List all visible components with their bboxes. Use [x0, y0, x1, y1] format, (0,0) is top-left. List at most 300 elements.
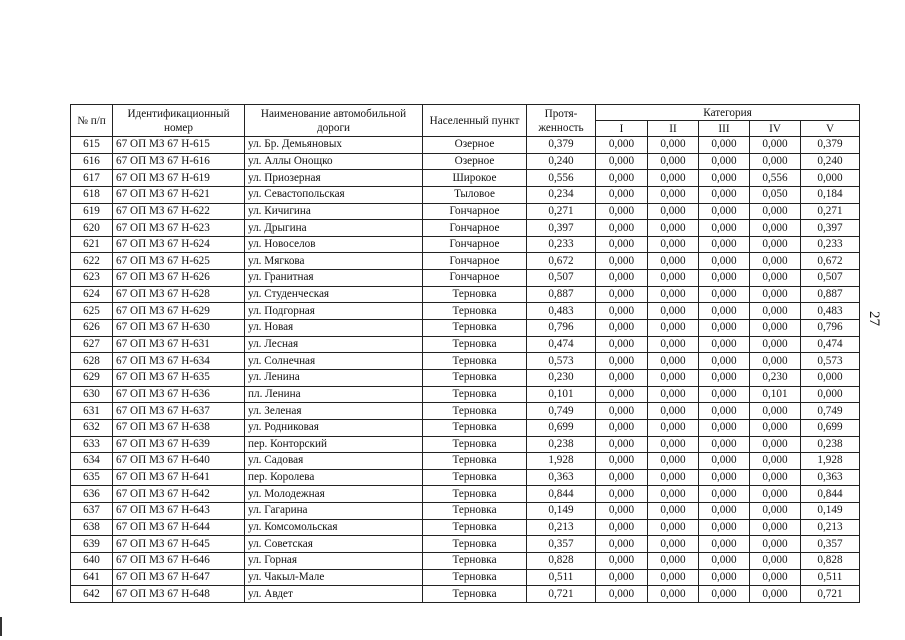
table-row — [71, 170, 860, 187]
table-row — [71, 469, 860, 486]
row-settlement: Гончарное — [423, 270, 527, 287]
row-road-name: ул. Новоселов — [245, 236, 423, 253]
row-cat-4: 0,556 — [750, 170, 801, 187]
header-road-name: Наименование автомобильной дороги — [245, 105, 423, 137]
row-settlement: Терновка — [423, 453, 527, 470]
row-cat-5: 0,357 — [801, 536, 860, 553]
row-number: 629 — [71, 369, 113, 386]
row-cat-4: 0,000 — [750, 270, 801, 287]
row-cat-2: 0,000 — [648, 336, 699, 353]
row-number: 634 — [71, 453, 113, 470]
table-row — [71, 453, 860, 470]
scan-edge-mark — [0, 617, 2, 636]
row-cat-2: 0,000 — [648, 519, 699, 536]
row-cat-3: 0,000 — [699, 353, 750, 370]
page-number: 27 — [866, 311, 882, 326]
row-cat-1: 0,000 — [596, 503, 648, 520]
row-length: 0,796 — [527, 320, 596, 337]
row-cat-2: 0,000 — [648, 153, 699, 170]
row-cat-3: 0,000 — [699, 137, 750, 154]
row-settlement: Терновка — [423, 286, 527, 303]
row-cat-4: 0,000 — [750, 453, 801, 470]
row-cat-1: 0,000 — [596, 336, 648, 353]
row-cat-1: 0,000 — [596, 286, 648, 303]
row-length: 0,844 — [527, 486, 596, 503]
row-id: 67 ОП МЗ 67 Н-641 — [113, 469, 245, 486]
row-length: 0,271 — [527, 203, 596, 220]
row-cat-4: 0,000 — [750, 353, 801, 370]
row-length: 0,556 — [527, 170, 596, 187]
row-length: 0,887 — [527, 286, 596, 303]
row-road-name: ул. Молодежная — [245, 486, 423, 503]
row-id: 67 ОП МЗ 67 Н-619 — [113, 170, 245, 187]
row-number: 633 — [71, 436, 113, 453]
row-cat-5: 1,928 — [801, 453, 860, 470]
row-cat-3: 0,000 — [699, 236, 750, 253]
row-cat-4: 0,000 — [750, 236, 801, 253]
row-road-name: ул. Садовая — [245, 453, 423, 470]
row-cat-3: 0,000 — [699, 569, 750, 586]
row-cat-5: 0,844 — [801, 486, 860, 503]
row-cat-2: 0,000 — [648, 353, 699, 370]
row-cat-4: 0,000 — [750, 569, 801, 586]
table-row — [71, 353, 860, 370]
row-cat-1: 0,000 — [596, 303, 648, 320]
header-num: № п/п — [71, 105, 113, 137]
table-row — [71, 553, 860, 570]
row-length: 0,828 — [527, 553, 596, 570]
header-category: Категория — [596, 105, 860, 121]
row-cat-3: 0,000 — [699, 153, 750, 170]
row-cat-1: 0,000 — [596, 137, 648, 154]
row-cat-3: 0,000 — [699, 186, 750, 203]
row-number: 622 — [71, 253, 113, 270]
table-row — [71, 303, 860, 320]
row-road-name: ул. Студенческая — [245, 286, 423, 303]
row-cat-3: 0,000 — [699, 320, 750, 337]
row-id: 67 ОП МЗ 67 Н-647 — [113, 569, 245, 586]
row-id: 67 ОП МЗ 67 Н-634 — [113, 353, 245, 370]
row-cat-2: 0,000 — [648, 553, 699, 570]
row-cat-4: 0,000 — [750, 553, 801, 570]
row-cat-2: 0,000 — [648, 369, 699, 386]
table-row — [71, 569, 860, 586]
row-cat-4: 0,000 — [750, 286, 801, 303]
row-road-name: ул. Бр. Демьяновых — [245, 137, 423, 154]
row-length: 0,397 — [527, 220, 596, 237]
row-cat-5: 0,000 — [801, 386, 860, 403]
row-length: 0,749 — [527, 403, 596, 420]
row-cat-1: 0,000 — [596, 253, 648, 270]
row-cat-1: 0,000 — [596, 369, 648, 386]
row-cat-4: 0,000 — [750, 419, 801, 436]
row-settlement: Терновка — [423, 419, 527, 436]
row-cat-3: 0,000 — [699, 403, 750, 420]
row-number: 631 — [71, 403, 113, 420]
table-row — [71, 486, 860, 503]
row-cat-4: 0,000 — [750, 203, 801, 220]
table-row — [71, 369, 860, 386]
row-settlement: Широкое — [423, 170, 527, 187]
row-cat-5: 0,887 — [801, 286, 860, 303]
row-number: 626 — [71, 320, 113, 337]
row-length: 0,672 — [527, 253, 596, 270]
row-cat-2: 0,000 — [648, 469, 699, 486]
row-number: 640 — [71, 553, 113, 570]
row-number: 627 — [71, 336, 113, 353]
row-length: 0,483 — [527, 303, 596, 320]
table-row — [71, 386, 860, 403]
table-row — [71, 137, 860, 154]
row-number: 624 — [71, 286, 113, 303]
row-cat-2: 0,000 — [648, 203, 699, 220]
row-number: 625 — [71, 303, 113, 320]
row-length: 1,928 — [527, 453, 596, 470]
header-cat-1: I — [596, 121, 648, 137]
row-road-name: ул. Кичигина — [245, 203, 423, 220]
row-settlement: Терновка — [423, 586, 527, 603]
header-settlement: Населенный пункт — [423, 105, 527, 137]
row-number: 642 — [71, 586, 113, 603]
table-row — [71, 220, 860, 237]
row-cat-1: 0,000 — [596, 419, 648, 436]
row-id: 67 ОП МЗ 67 Н-628 — [113, 286, 245, 303]
row-cat-4: 0,230 — [750, 369, 801, 386]
row-length: 0,230 — [527, 369, 596, 386]
row-id: 67 ОП МЗ 67 Н-625 — [113, 253, 245, 270]
row-cat-1: 0,000 — [596, 586, 648, 603]
row-road-name: ул. Севастопольская — [245, 186, 423, 203]
row-id: 67 ОП МЗ 67 Н-616 — [113, 153, 245, 170]
row-cat-5: 0,474 — [801, 336, 860, 353]
row-cat-3: 0,000 — [699, 536, 750, 553]
row-road-name: ул. Советская — [245, 536, 423, 553]
row-id: 67 ОП МЗ 67 Н-630 — [113, 320, 245, 337]
row-cat-3: 0,000 — [699, 453, 750, 470]
row-number: 616 — [71, 153, 113, 170]
row-id: 67 ОП МЗ 67 Н-624 — [113, 236, 245, 253]
table-row — [71, 203, 860, 220]
row-number: 630 — [71, 386, 113, 403]
row-number: 617 — [71, 170, 113, 187]
row-cat-1: 0,000 — [596, 536, 648, 553]
row-cat-1: 0,000 — [596, 453, 648, 470]
row-cat-2: 0,000 — [648, 137, 699, 154]
table-row — [71, 270, 860, 287]
row-number: 619 — [71, 203, 113, 220]
row-cat-4: 0,000 — [750, 403, 801, 420]
row-cat-2: 0,000 — [648, 419, 699, 436]
row-number: 641 — [71, 569, 113, 586]
row-cat-1: 0,000 — [596, 186, 648, 203]
row-id: 67 ОП МЗ 67 Н-623 — [113, 220, 245, 237]
row-cat-1: 0,000 — [596, 436, 648, 453]
row-settlement: Озерное — [423, 137, 527, 154]
row-settlement: Терновка — [423, 436, 527, 453]
row-number: 628 — [71, 353, 113, 370]
row-cat-2: 0,000 — [648, 586, 699, 603]
row-cat-5: 0,000 — [801, 170, 860, 187]
row-cat-4: 0,000 — [750, 586, 801, 603]
row-number: 639 — [71, 536, 113, 553]
row-settlement: Терновка — [423, 536, 527, 553]
row-cat-4: 0,000 — [750, 303, 801, 320]
table-body — [71, 137, 860, 603]
row-id: 67 ОП МЗ 67 Н-626 — [113, 270, 245, 287]
row-road-name: ул. Гагарина — [245, 503, 423, 520]
row-length: 0,238 — [527, 436, 596, 453]
row-road-name: пер. Королева — [245, 469, 423, 486]
row-cat-2: 0,000 — [648, 270, 699, 287]
row-id: 67 ОП МЗ 67 Н-636 — [113, 386, 245, 403]
row-id: 67 ОП МЗ 67 Н-639 — [113, 436, 245, 453]
row-id: 67 ОП МЗ 67 Н-615 — [113, 137, 245, 154]
header-id: Идентификационный номер — [113, 105, 245, 137]
table-row — [71, 503, 860, 520]
row-number: 615 — [71, 137, 113, 154]
row-number: 632 — [71, 419, 113, 436]
row-cat-2: 0,000 — [648, 536, 699, 553]
row-cat-3: 0,000 — [699, 586, 750, 603]
table-row — [71, 253, 860, 270]
row-cat-1: 0,000 — [596, 203, 648, 220]
row-settlement: Гончарное — [423, 203, 527, 220]
table-row — [71, 436, 860, 453]
row-cat-2: 0,000 — [648, 286, 699, 303]
row-number: 618 — [71, 186, 113, 203]
row-cat-1: 0,000 — [596, 220, 648, 237]
row-id: 67 ОП МЗ 67 Н-621 — [113, 186, 245, 203]
row-cat-4: 0,000 — [750, 153, 801, 170]
row-settlement: Терновка — [423, 320, 527, 337]
row-cat-3: 0,000 — [699, 203, 750, 220]
row-length: 0,721 — [527, 586, 596, 603]
table-header — [71, 105, 860, 137]
table-row — [71, 519, 860, 536]
row-cat-5: 0,749 — [801, 403, 860, 420]
row-length: 0,507 — [527, 270, 596, 287]
row-cat-1: 0,000 — [596, 170, 648, 187]
table-row — [71, 586, 860, 603]
row-number: 635 — [71, 469, 113, 486]
row-length: 0,149 — [527, 503, 596, 520]
row-road-name: ул. Мягкова — [245, 253, 423, 270]
table-row — [71, 336, 860, 353]
row-id: 67 ОП МЗ 67 Н-638 — [113, 419, 245, 436]
row-length: 0,573 — [527, 353, 596, 370]
header-length: Протя-женность — [527, 105, 596, 137]
row-cat-3: 0,000 — [699, 419, 750, 436]
row-cat-5: 0,483 — [801, 303, 860, 320]
table-row — [71, 153, 860, 170]
row-cat-4: 0,000 — [750, 486, 801, 503]
row-cat-1: 0,000 — [596, 403, 648, 420]
row-cat-2: 0,000 — [648, 453, 699, 470]
row-cat-4: 0,050 — [750, 186, 801, 203]
row-length: 0,357 — [527, 536, 596, 553]
row-cat-2: 0,000 — [648, 436, 699, 453]
row-road-name: ул. Гранитная — [245, 270, 423, 287]
row-settlement: Терновка — [423, 336, 527, 353]
row-cat-2: 0,000 — [648, 486, 699, 503]
row-cat-2: 0,000 — [648, 236, 699, 253]
row-cat-5: 0,240 — [801, 153, 860, 170]
row-cat-1: 0,000 — [596, 386, 648, 403]
row-road-name: ул. Лесная — [245, 336, 423, 353]
row-id: 67 ОП МЗ 67 Н-629 — [113, 303, 245, 320]
row-road-name: ул. Подгорная — [245, 303, 423, 320]
row-settlement: Терновка — [423, 486, 527, 503]
row-length: 0,234 — [527, 186, 596, 203]
table-row — [71, 403, 860, 420]
row-road-name: ул. Приозерная — [245, 170, 423, 187]
row-cat-5: 0,379 — [801, 137, 860, 154]
row-cat-5: 0,672 — [801, 253, 860, 270]
row-cat-3: 0,000 — [699, 519, 750, 536]
row-cat-1: 0,000 — [596, 553, 648, 570]
table-row — [71, 236, 860, 253]
row-cat-4: 0,000 — [750, 536, 801, 553]
row-cat-1: 0,000 — [596, 486, 648, 503]
row-road-name: ул. Горная — [245, 553, 423, 570]
row-cat-3: 0,000 — [699, 270, 750, 287]
row-id: 67 ОП МЗ 67 Н-635 — [113, 369, 245, 386]
row-length: 0,363 — [527, 469, 596, 486]
row-cat-5: 0,796 — [801, 320, 860, 337]
row-id: 67 ОП МЗ 67 Н-637 — [113, 403, 245, 420]
row-cat-5: 0,828 — [801, 553, 860, 570]
row-cat-4: 0,000 — [750, 253, 801, 270]
row-cat-1: 0,000 — [596, 519, 648, 536]
row-cat-4: 0,000 — [750, 336, 801, 353]
row-settlement: Терновка — [423, 553, 527, 570]
row-cat-3: 0,000 — [699, 503, 750, 520]
row-length: 0,699 — [527, 419, 596, 436]
row-settlement: Озерное — [423, 153, 527, 170]
row-cat-3: 0,000 — [699, 286, 750, 303]
row-cat-5: 0,213 — [801, 519, 860, 536]
row-number: 621 — [71, 236, 113, 253]
row-settlement: Терновка — [423, 353, 527, 370]
row-cat-3: 0,000 — [699, 369, 750, 386]
row-settlement: Терновка — [423, 369, 527, 386]
row-cat-3: 0,000 — [699, 436, 750, 453]
row-cat-5: 0,721 — [801, 586, 860, 603]
row-cat-2: 0,000 — [648, 220, 699, 237]
row-settlement: Терновка — [423, 403, 527, 420]
row-cat-1: 0,000 — [596, 270, 648, 287]
row-length: 0,213 — [527, 519, 596, 536]
row-cat-4: 0,000 — [750, 220, 801, 237]
row-id: 67 ОП МЗ 67 Н-622 — [113, 203, 245, 220]
row-length: 0,474 — [527, 336, 596, 353]
row-number: 620 — [71, 220, 113, 237]
row-cat-4: 0,000 — [750, 137, 801, 154]
row-length: 0,240 — [527, 153, 596, 170]
row-id: 67 ОП МЗ 67 Н-631 — [113, 336, 245, 353]
row-id: 67 ОП МЗ 67 Н-643 — [113, 503, 245, 520]
row-number: 636 — [71, 486, 113, 503]
row-settlement: Терновка — [423, 519, 527, 536]
row-cat-2: 0,000 — [648, 503, 699, 520]
row-road-name: ул. Авдет — [245, 586, 423, 603]
row-cat-1: 0,000 — [596, 469, 648, 486]
row-cat-5: 0,507 — [801, 270, 860, 287]
row-cat-3: 0,000 — [699, 253, 750, 270]
row-cat-4: 0,000 — [750, 436, 801, 453]
row-road-name: ул. Ленина — [245, 369, 423, 386]
row-id: 67 ОП МЗ 67 Н-646 — [113, 553, 245, 570]
row-road-name: ул. Аллы Онощко — [245, 153, 423, 170]
row-settlement: Терновка — [423, 503, 527, 520]
row-cat-5: 0,238 — [801, 436, 860, 453]
row-id: 67 ОП МЗ 67 Н-645 — [113, 536, 245, 553]
row-cat-5: 0,184 — [801, 186, 860, 203]
row-cat-1: 0,000 — [596, 353, 648, 370]
roads-table — [70, 104, 860, 603]
row-settlement: Терновка — [423, 386, 527, 403]
row-cat-4: 0,000 — [750, 503, 801, 520]
row-cat-5: 0,363 — [801, 469, 860, 486]
row-id: 67 ОП МЗ 67 Н-640 — [113, 453, 245, 470]
row-cat-3: 0,000 — [699, 386, 750, 403]
row-cat-4: 0,000 — [750, 469, 801, 486]
row-cat-1: 0,000 — [596, 153, 648, 170]
row-id: 67 ОП МЗ 67 Н-648 — [113, 586, 245, 603]
row-cat-2: 0,000 — [648, 170, 699, 187]
row-cat-4: 0,000 — [750, 320, 801, 337]
row-road-name: пер. Конторский — [245, 436, 423, 453]
row-road-name: ул. Чакыл-Мале — [245, 569, 423, 586]
row-settlement: Тыловое — [423, 186, 527, 203]
row-cat-5: 0,573 — [801, 353, 860, 370]
row-road-name: ул. Дрыгина — [245, 220, 423, 237]
row-cat-2: 0,000 — [648, 569, 699, 586]
row-length: 0,379 — [527, 137, 596, 154]
row-cat-2: 0,000 — [648, 403, 699, 420]
row-cat-4: 0,101 — [750, 386, 801, 403]
row-cat-1: 0,000 — [596, 569, 648, 586]
row-settlement: Терновка — [423, 303, 527, 320]
row-road-name: ул. Новая — [245, 320, 423, 337]
row-cat-5: 0,511 — [801, 569, 860, 586]
row-cat-5: 0,271 — [801, 203, 860, 220]
row-settlement: Гончарное — [423, 220, 527, 237]
row-number: 638 — [71, 519, 113, 536]
table-row — [71, 536, 860, 553]
header-cat-2: II — [648, 121, 699, 137]
row-settlement: Терновка — [423, 569, 527, 586]
row-cat-5: 0,699 — [801, 419, 860, 436]
row-cat-3: 0,000 — [699, 486, 750, 503]
row-road-name: ул. Родниковая — [245, 419, 423, 436]
table-row — [71, 186, 860, 203]
row-cat-1: 0,000 — [596, 236, 648, 253]
row-cat-3: 0,000 — [699, 553, 750, 570]
row-cat-5: 0,149 — [801, 503, 860, 520]
row-settlement: Терновка — [423, 469, 527, 486]
row-settlement: Гончарное — [423, 236, 527, 253]
table-row — [71, 286, 860, 303]
row-cat-3: 0,000 — [699, 469, 750, 486]
row-cat-2: 0,000 — [648, 253, 699, 270]
row-cat-3: 0,000 — [699, 220, 750, 237]
row-cat-4: 0,000 — [750, 519, 801, 536]
row-cat-2: 0,000 — [648, 186, 699, 203]
row-cat-5: 0,397 — [801, 220, 860, 237]
row-cat-2: 0,000 — [648, 303, 699, 320]
row-cat-5: 0,233 — [801, 236, 860, 253]
